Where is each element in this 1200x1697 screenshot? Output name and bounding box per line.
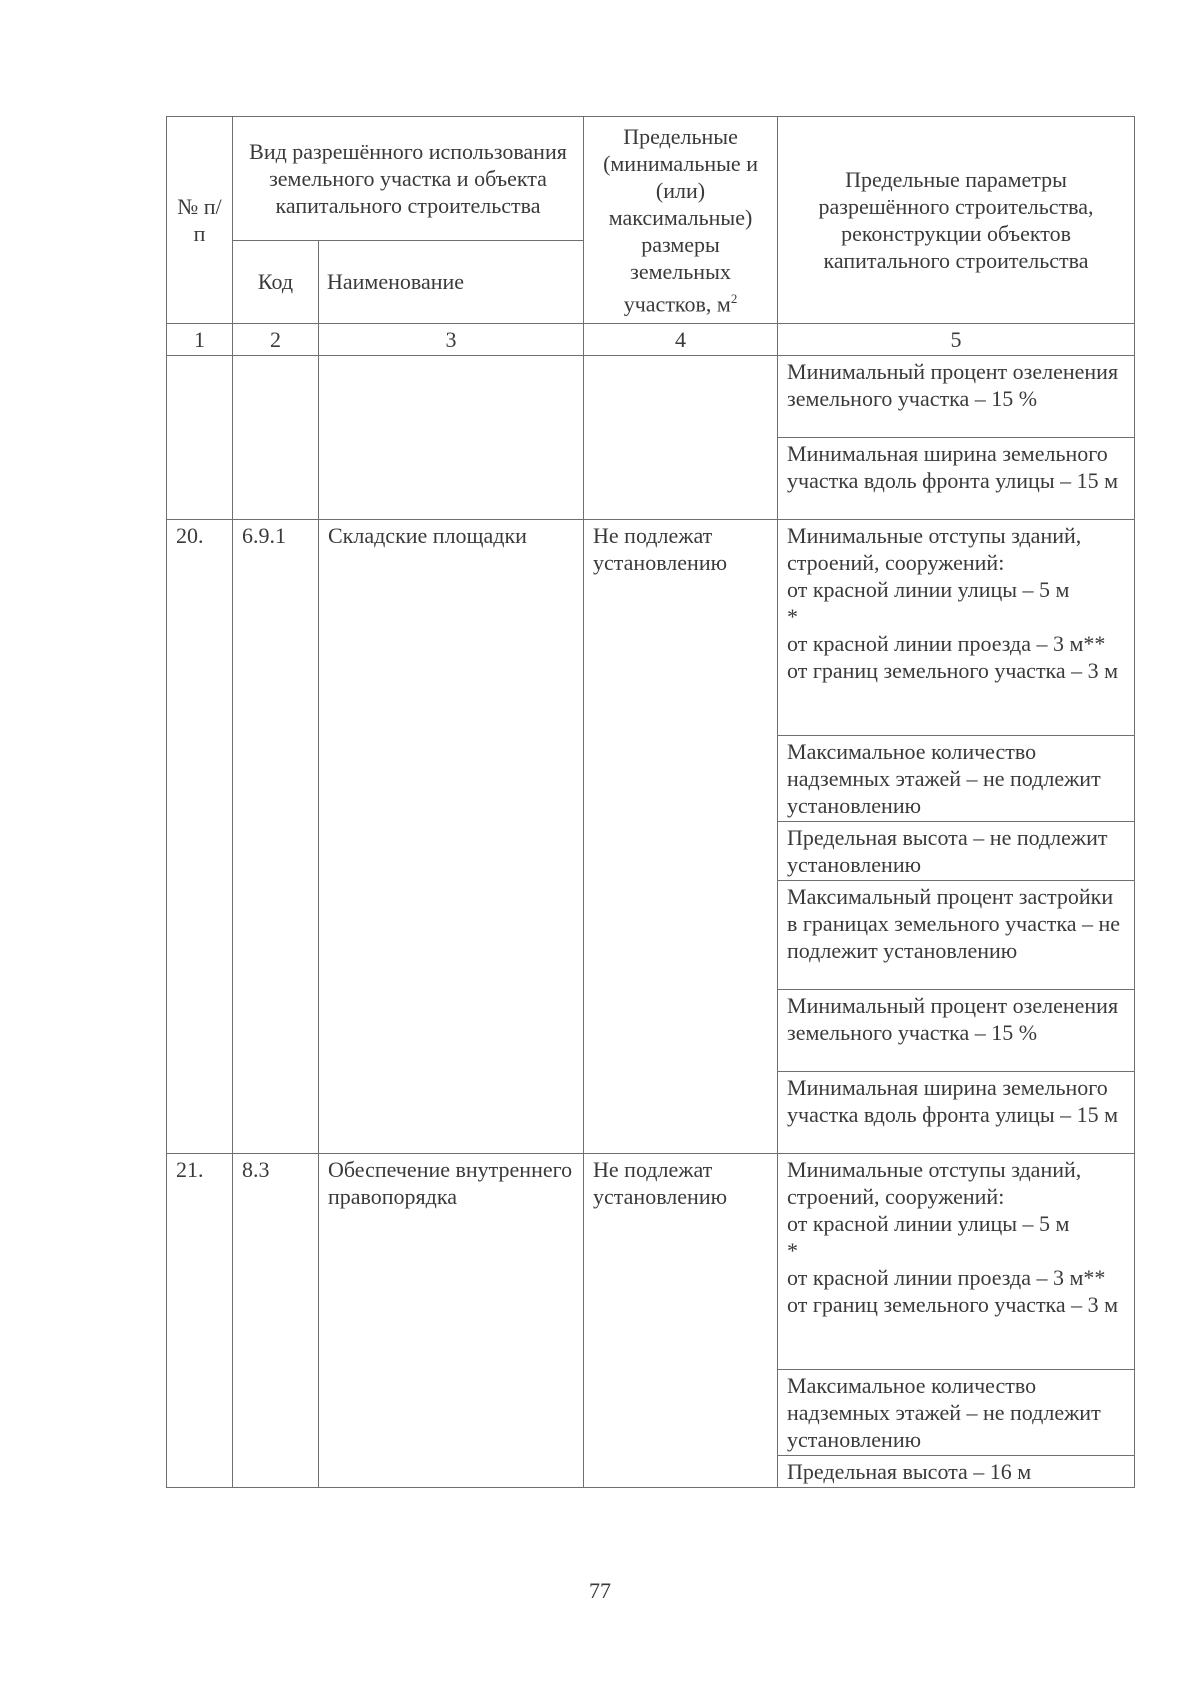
row-20-code: 6.9.1 <box>233 520 319 1154</box>
row-21-name: Обеспечение внутреннего правопорядка <box>319 1154 584 1488</box>
row-21-param: Максимальное количество надземных этажей – не подлежит установлению <box>778 1370 1135 1456</box>
continuation-name-cell <box>319 356 584 520</box>
header-sizes-sup: 2 <box>730 291 738 306</box>
row-21-sizes: Не подлежат установлению <box>584 1154 778 1488</box>
row-21-param: Минимальные отступы зданий, строений, сооружений: от красной линии улицы – 5 м * от красной линии проезда – 3 м** от границ земельного участка – 3 м <box>778 1154 1135 1370</box>
header-use-type: Вид разрешённого использования земельного участка и объекта капитального строительства <box>233 117 584 241</box>
col-number-2: 2 <box>233 324 319 356</box>
header-code: Код <box>233 240 319 324</box>
header-num: № п/п <box>167 117 233 324</box>
row-20-num: 20. <box>167 520 233 1154</box>
header-sizes-text: Предельные (минимальные и (или) максимальные) размеры земельных участков, м <box>603 124 758 317</box>
row-20-sizes: Не подлежат установлению <box>584 520 778 1154</box>
header-params: Предельные параметры разрешённого строительства, реконструкции объектов капитального строительства <box>778 117 1135 324</box>
row-20-param: Минимальная ширина земельного участка вдоль фронта улицы – 15 м <box>778 1072 1135 1154</box>
col-number-5: 5 <box>778 324 1135 356</box>
continuation-code-cell <box>233 356 319 520</box>
continuation-param: Минимальная ширина земельного участка вдоль фронта улицы – 15 м <box>778 438 1135 520</box>
row-20-param: Предельная высота – не подлежит установлению <box>778 822 1135 881</box>
row-20-param: Минимальные отступы зданий, строений, сооружений: от красной линии улицы – 5 м * от красной линии проезда – 3 м** от границ земельного участка – 3 м <box>778 520 1135 736</box>
col-number-1: 1 <box>167 324 233 356</box>
row-21-num: 21. <box>167 1154 233 1488</box>
continuation-num-cell <box>167 356 233 520</box>
zoning-table <box>166 116 1135 1488</box>
row-20-param: Максимальное количество надземных этажей – не подлежит установлению <box>778 736 1135 822</box>
col-number-3: 3 <box>319 324 584 356</box>
row-20-name: Складские площадки <box>319 520 584 1154</box>
header-name: Наименование <box>319 240 584 324</box>
header-sizes <box>584 117 778 324</box>
col-number-4: 4 <box>584 324 778 356</box>
continuation-param: Минимальный процент озеленения земельного участка – 15 % <box>778 356 1135 438</box>
continuation-sizes-cell <box>584 356 778 520</box>
row-20-param: Максимальный процент застройки в границах земельного участка – не подлежит установлению <box>778 881 1135 990</box>
row-21-code: 8.3 <box>233 1154 319 1488</box>
page-number: 77 <box>589 1578 611 1603</box>
row-20-param: Минимальный процент озеленения земельного участка – 15 % <box>778 990 1135 1072</box>
row-21-param: Предельная высота – 16 м <box>778 1456 1135 1488</box>
